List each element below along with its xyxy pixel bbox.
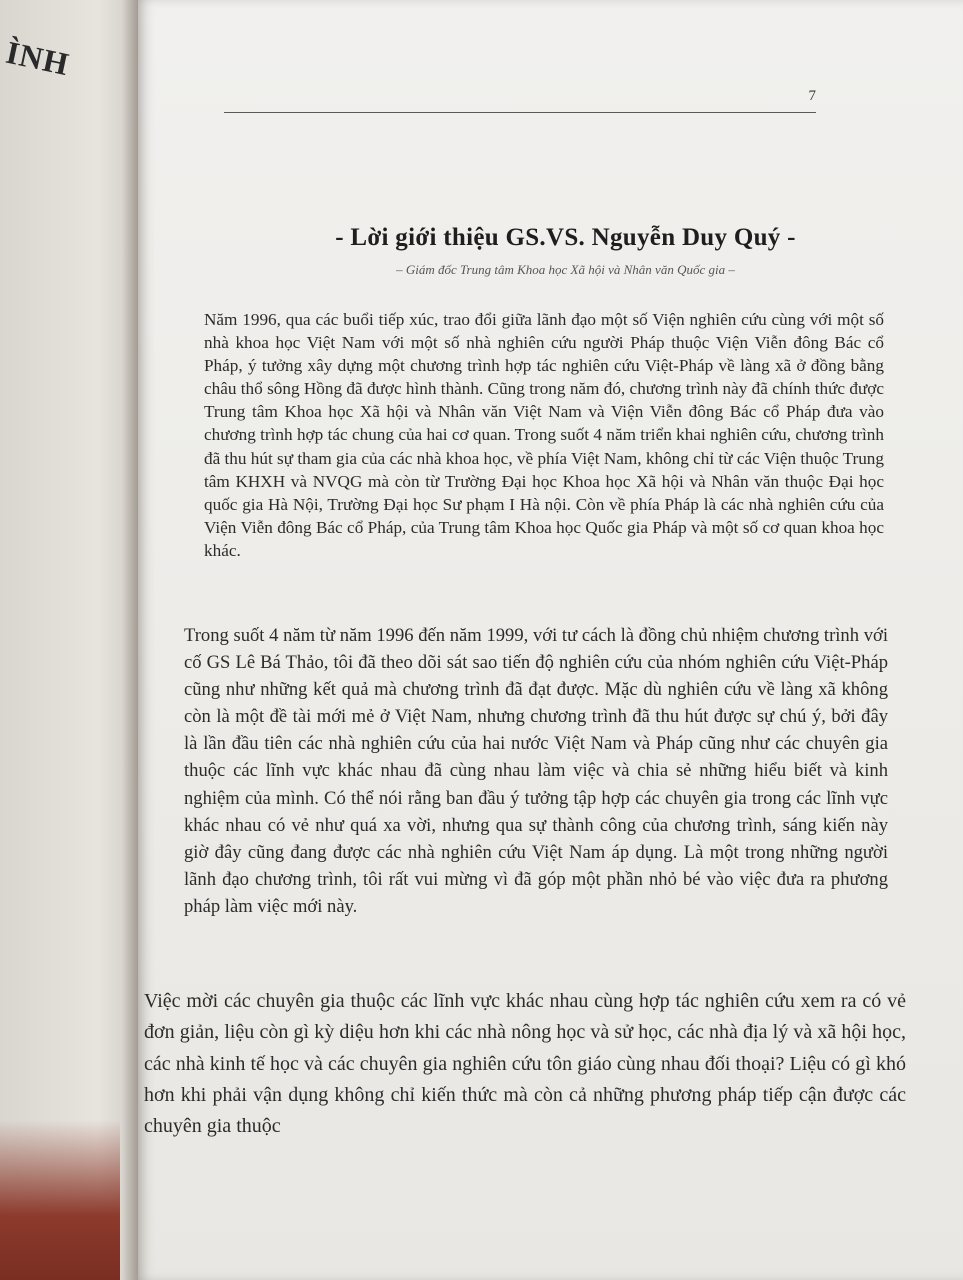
page-header-rule: [224, 84, 816, 113]
paragraph-1: Năm 1996, qua các buổi tiếp xúc, trao đổi giữa lãnh đạo một số Viện nghiên cứu cùng với một số nhà khoa học Việt Nam với một số nhà nghiên cứu người Pháp thuộc Viện Viễn đông Bác cổ Pháp, ý tưởng xây dựng một chương trình hợp tác nghiên cứu Việt-Pháp về làng xã ở đồng bằng châu thổ sông Hồng đã được hình thành. Cũng trong năm đó, chương trình này đã chính thức được Trung tâm Khoa học Xã hội và Nhân văn Việt Nam và Viện Viễn đông Bác cổ Pháp đưa vào chương trình hợp tác chung của hai cơ quan. Trong suốt 4 năm triển khai nghiên cứu, chương trình đã thu hút sự tham gia của các nhà khoa học, về phía Việt Nam, không chỉ từ các Viện thuộc Trung tâm KHXH và NVQG mà còn từ Trường Đại học Khoa học Xã hội và Nhân văn thuộc Đại học quốc gia Hà Nội, Trường Đại học Sư phạm I Hà nội. Còn về phía Pháp là các nhà nghiên cứu của Viện Viễn đông Bác cổ Pháp, của Trung tâm Khoa học Quốc gia Pháp và một số cơ quan khoa học khác.: [204, 310, 884, 560]
paragraph-3: Việc mời các chuyên gia thuộc các lĩnh vực khác nhau cùng hợp tác nghiên cứu xem ra có vẻ đơn giản, liệu còn gì kỳ diệu hơn khi các nhà nông học và sử học, các nhà địa lý và xã hội học, các nhà kinh tế học và các chuyên gia nghiên cứu tôn giáo cùng nhau đối thoại? Liệu có gì khó hơn khi phải vận dụng không chỉ kiến thức mà còn cả những phương pháp tiếp cận được các chuyên gia thuộc: [144, 990, 906, 1138]
paragraph-2: Trong suốt 4 năm từ năm 1996 đến năm 1999, với tư cách là đồng chủ nhiệm chương trình với cố GS Lê Bá Thảo, tôi đã theo dõi sát sao tiến độ nghiên cứu của nhóm nghiên cứu Việt-Pháp cũng như những kết quả mà chương trình đã đạt được. Mặc dù nghiên cứu về làng xã không còn là một đề tài mới mẻ ở Việt Nam, nhưng chương trình đã thu hút được sự chú ý, bởi đây là lần đầu tiên các nhà nghiên cứu của hai nước Việt Nam và Pháp cũng như các chuyên gia thuộc các lĩnh vực khác nhau đã cùng nhau làm việc và chia sẻ những hiểu biết và kinh nghiệm của mình. Có thể nói rằng ban đầu ý tưởng tập hợp các chuyên gia trong các lĩnh vực khác nhau có vẻ như quá xa vời, nhưng qua sự thành công của chương trình, sáng kiến này giờ đây cũng đang được các nhà nghiên cứu Việt Nam áp dụng. Là một trong những người lãnh đạo chương trình, tôi rất vui mừng vì đã góp một phần nhỏ bé vào việc đưa ra phương pháp làm việc mới này.: [184, 625, 888, 917]
page-number: 7: [808, 88, 816, 104]
left-page-heading-fragment: ÌNH: [3, 33, 73, 83]
article-subtitle: – Giám đốc Trung tâm Khoa học Xã hội và Nhân văn Quốc gia –: [396, 262, 735, 277]
article-title: - Lời giới thiệu GS.VS. Nguyễn Duy Quý -: [335, 224, 796, 251]
adjacent-left-page: [0, 0, 140, 1280]
book-page: [138, 0, 963, 1280]
book-cover-edge: [0, 1120, 120, 1280]
